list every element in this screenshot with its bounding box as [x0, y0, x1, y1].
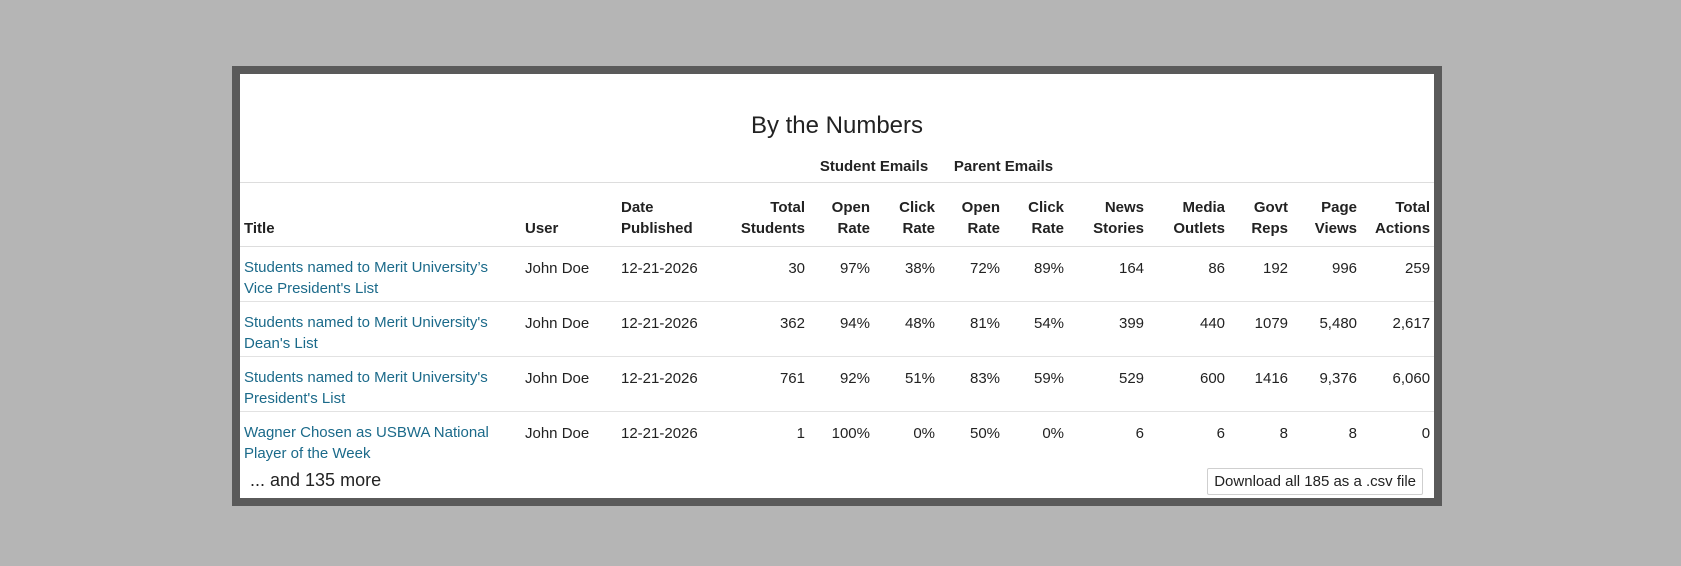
news-stories-cell: 164: [1068, 247, 1148, 302]
user-cell: John Doe: [525, 425, 590, 442]
media-outlets-cell: 6: [1216, 425, 1226, 442]
col-total-actions-header[interactable]: Total Actions: [1361, 183, 1434, 247]
col-title-header[interactable]: Title: [240, 183, 521, 247]
parent-open-rate-cell: 81%: [939, 302, 1004, 357]
dialog-frame: [232, 66, 1442, 506]
title-cell: [240, 412, 521, 467]
total-students-cell: 761: [723, 357, 809, 412]
student-click-rate-cell: 51%: [874, 357, 939, 412]
total-students-cell: 1: [796, 425, 805, 442]
parent-click-rate-cell: 59%: [1004, 357, 1068, 412]
stats-panel: [240, 74, 1434, 498]
total-actions-cell: 0: [1421, 425, 1431, 442]
col-student-click-rate-header[interactable]: Click Rate: [874, 183, 939, 247]
article-title-link[interactable]: Students named to Merit University’s Vice President's List: [244, 259, 488, 297]
student-open-rate-cell: 92%: [809, 357, 874, 412]
table-row: [240, 357, 1434, 412]
total-actions-cell: 2,617: [1361, 302, 1434, 357]
parent-open-rate-cell: 50%: [969, 425, 1001, 442]
user-cell: John Doe: [521, 302, 617, 357]
news-stories-cell: 399: [1068, 302, 1148, 357]
user-cell: John Doe: [521, 247, 617, 302]
page-views-cell: 5,480: [1292, 302, 1361, 357]
parent-open-rate-cell: 72%: [939, 247, 1004, 302]
date-cell: 12-21-2026: [621, 425, 698, 442]
student-click-rate-cell: 38%: [874, 247, 939, 302]
govt-reps-cell: 1079: [1229, 302, 1292, 357]
user-cell: John Doe: [521, 357, 617, 412]
col-media-outlets-header[interactable]: Media Outlets: [1148, 183, 1229, 247]
more-results-text: ... and 135 more: [250, 470, 382, 490]
govt-reps-cell: 192: [1229, 247, 1292, 302]
page-views-cell: 8: [1348, 425, 1358, 442]
media-outlets-cell: 440: [1148, 302, 1229, 357]
table-row: [240, 247, 1434, 302]
stats-table: [240, 151, 1434, 467]
col-page-views-header[interactable]: Page Views: [1292, 183, 1361, 247]
total-students-cell: 362: [723, 302, 809, 357]
total-actions-cell: 6,060: [1361, 357, 1434, 412]
date-cell: 12-21-2026: [617, 247, 723, 302]
student-click-rate-cell: 0%: [913, 425, 936, 442]
group-header-row: [240, 151, 1434, 183]
page-views-cell: 9,376: [1292, 357, 1361, 412]
col-news-stories-header[interactable]: News Stories: [1068, 183, 1148, 247]
download-csv-button[interactable]: Download all 185 as a .csv file: [1207, 468, 1423, 495]
media-outlets-cell: 600: [1148, 357, 1229, 412]
col-user-header[interactable]: User: [521, 183, 617, 247]
media-outlets-cell: 86: [1148, 247, 1229, 302]
student-open-rate-cell: 94%: [809, 302, 874, 357]
col-student-open-rate-header[interactable]: Open Rate: [809, 183, 874, 247]
govt-reps-cell: 1416: [1229, 357, 1292, 412]
student-open-rate-cell: 97%: [809, 247, 874, 302]
col-date-published-header[interactable]: Date Published: [617, 183, 723, 247]
col-total-students-header[interactable]: Total Students: [723, 183, 809, 247]
title-cell: [240, 247, 521, 302]
date-cell: 12-21-2026: [617, 302, 723, 357]
table-row: [240, 302, 1434, 357]
article-title-link[interactable]: Wagner Chosen as USBWA National Player of the Week: [244, 424, 489, 462]
page-title: By the Numbers: [750, 112, 924, 139]
table-row: [240, 412, 1434, 467]
parent-click-rate-cell: 0%: [1042, 425, 1065, 442]
total-actions-cell: 259: [1361, 247, 1434, 302]
student-open-rate-cell: 100%: [831, 425, 870, 442]
title-cell: [240, 302, 521, 357]
parent-click-rate-cell: 54%: [1004, 302, 1068, 357]
group-student-emails: Student Emails: [809, 151, 939, 183]
col-govt-reps-header[interactable]: Govt Reps: [1229, 183, 1292, 247]
news-stories-cell: 6: [1135, 425, 1145, 442]
article-title-link[interactable]: Students named to Merit University's Dean's List: [244, 314, 488, 352]
col-parent-open-rate-header[interactable]: Open Rate: [939, 183, 1004, 247]
date-cell: 12-21-2026: [617, 357, 723, 412]
title-cell: [240, 357, 521, 412]
page-views-cell: 996: [1292, 247, 1361, 302]
parent-click-rate-cell: 89%: [1004, 247, 1068, 302]
parent-open-rate-cell: 83%: [939, 357, 1004, 412]
govt-reps-cell: 8: [1279, 425, 1289, 442]
article-title-link[interactable]: Students named to Merit University's President's List: [244, 369, 488, 407]
news-stories-cell: 529: [1068, 357, 1148, 412]
student-click-rate-cell: 48%: [874, 302, 939, 357]
col-parent-click-rate-header[interactable]: Click Rate: [1004, 183, 1068, 247]
total-students-cell: 30: [723, 247, 809, 302]
column-header-row: [240, 183, 1434, 247]
group-parent-emails: Parent Emails: [939, 151, 1068, 183]
